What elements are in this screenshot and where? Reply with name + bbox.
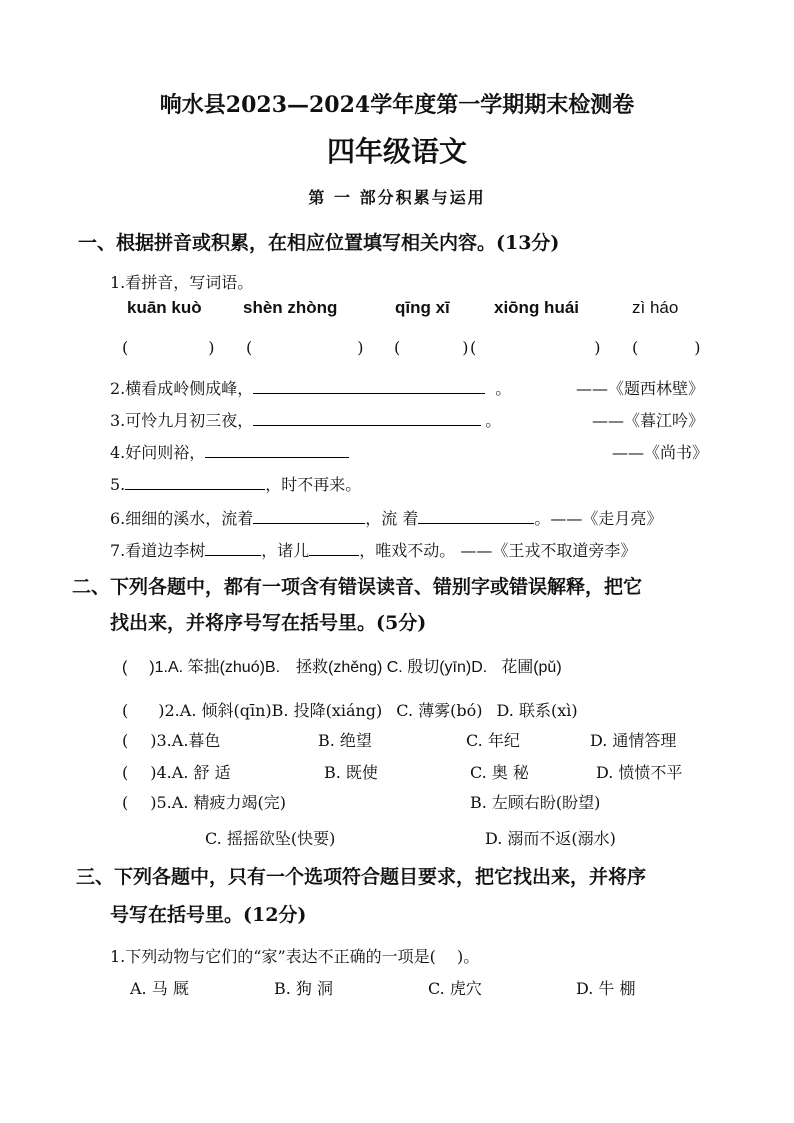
option-a: A. 精疲力竭(完) bbox=[171, 793, 286, 812]
s1-q7 bbox=[110, 538, 636, 561]
s3-q1-option-a: A. 马 厩 bbox=[130, 979, 189, 998]
exam-title: 响水县2023—2024学年度第一学期期末检测卷 bbox=[159, 92, 635, 118]
s1-q5-text: 5. bbox=[110, 475, 126, 494]
answer-paren[interactable]: ( bbox=[122, 659, 128, 676]
fill-blank[interactable] bbox=[253, 509, 365, 524]
s2-item-4-b: B. 既使 bbox=[324, 763, 378, 782]
s1-q2-end: 。 bbox=[495, 379, 512, 398]
pinyin-1: kuān kuò bbox=[127, 298, 202, 317]
option-a: A. 倾斜(qīn)B. 投降(xiáng) bbox=[179, 701, 383, 720]
item-number: )5. bbox=[150, 793, 172, 812]
pinyin-5: zì háo bbox=[632, 298, 679, 317]
s1-q6 bbox=[110, 506, 662, 529]
s2-item-4 bbox=[122, 760, 231, 783]
fill-blank[interactable] bbox=[253, 411, 481, 426]
s1-q2 bbox=[110, 376, 511, 399]
s1-q3-end: 。 bbox=[485, 411, 502, 430]
s2-item-5 bbox=[122, 790, 286, 813]
item-number: )2. bbox=[158, 701, 180, 720]
option-a: A.暮色 bbox=[171, 731, 221, 750]
s1-q4-source: ——《尚书》 bbox=[612, 443, 709, 462]
s1-q3-source: ——《暮江吟》 bbox=[592, 411, 705, 430]
answer-paren[interactable]: ( bbox=[122, 763, 129, 782]
answer-paren[interactable]: ( bbox=[122, 731, 129, 750]
s3-q1-option-c: C. 虎穴 bbox=[428, 979, 482, 998]
s2-item-5-c: C. 摇摇欲坠(快要) bbox=[205, 829, 336, 848]
answer-box-1[interactable]: ( ) bbox=[122, 338, 215, 357]
s2-item-3-d: D. 通情答理 bbox=[590, 731, 677, 750]
fill-blank[interactable] bbox=[253, 379, 485, 394]
fill-blank[interactable] bbox=[125, 475, 265, 490]
pinyin-4: xiōng huái bbox=[494, 298, 579, 317]
pinyin-2: shèn zhòng bbox=[243, 298, 338, 317]
item-number: )3. bbox=[150, 731, 172, 750]
s3-q1-option-d: D. 牛 棚 bbox=[576, 979, 636, 998]
s1-q7-mid: ，诸儿 bbox=[261, 541, 310, 560]
s1-q7-end: ，唯戏不动。 ——《王戎不取道旁李》 bbox=[359, 541, 637, 560]
pinyin-3: qīng xī bbox=[395, 298, 450, 317]
section-2-heading: 二、下列各题中，都有一项含有错误读音、错别字或错误解释，把它 bbox=[72, 576, 643, 598]
s2-item-1 bbox=[122, 654, 562, 677]
s1-q3 bbox=[110, 408, 501, 431]
s2-item-2 bbox=[122, 698, 578, 721]
s1-q6-end: 。——《走月亮》 bbox=[534, 509, 663, 528]
fill-blank[interactable] bbox=[205, 541, 261, 556]
part-heading: 第 一 部分积累与运用 bbox=[308, 188, 486, 207]
s1-q5 bbox=[110, 472, 361, 495]
s2-item-5-d: D. 溺而不返(溺水) bbox=[485, 829, 616, 848]
s3-q1-stem: 1.下列动物与它们的“家”表达不正确的一项是( )。 bbox=[110, 947, 480, 966]
section-3-heading-cont: 号写在括号里。(12分) bbox=[110, 904, 307, 926]
s2-item-3-b: B. 绝望 bbox=[318, 731, 372, 750]
s2-item-3 bbox=[122, 728, 220, 751]
answer-paren[interactable]: ( bbox=[122, 701, 129, 720]
s1-q6-text: 6.细细的溪水，流着 bbox=[110, 509, 254, 528]
fill-blank[interactable] bbox=[418, 509, 534, 524]
s2-item-4-c: C. 奥 秘 bbox=[470, 763, 529, 782]
answer-paren[interactable]: ( bbox=[122, 793, 129, 812]
fill-blank[interactable] bbox=[309, 541, 359, 556]
option-c: C. 薄雾(bó) bbox=[396, 701, 483, 720]
section-1-heading: 一、根据拼音或积累，在相应位置填写相关内容。(13分) bbox=[78, 232, 560, 254]
s1-q1-stem: 1.看拼音，写词语。 bbox=[110, 273, 254, 292]
s1-q5-end: ，时不再来。 bbox=[265, 475, 362, 494]
answer-box-3[interactable]: ( ) bbox=[394, 338, 469, 357]
option-a: A. 笨拙(zhuó)B. bbox=[168, 659, 281, 676]
s1-q3-text: 3.可怜九月初三夜， bbox=[110, 411, 254, 430]
option-a: A. 舒 适 bbox=[171, 763, 231, 782]
s1-q4 bbox=[110, 440, 349, 463]
option-b: 拯救(zhěng) C. 殷切(yīn)D. bbox=[296, 659, 488, 676]
s1-q2-source: ——《题西林壁》 bbox=[576, 379, 705, 398]
section-3-heading: 三、下列各题中，只有一个选项符合题目要求，把它找出来，并将序 bbox=[76, 866, 647, 888]
option-d: D. 联系(xì) bbox=[496, 701, 578, 720]
answer-box-5[interactable]: ( ) bbox=[632, 338, 701, 357]
s2-item-4-d: D. 愤愤不平 bbox=[596, 763, 683, 782]
exam-subtitle: 四年级语文 bbox=[326, 135, 467, 168]
s2-item-5-b: B. 左顾右盼(盼望) bbox=[470, 793, 601, 812]
option-c: 花圃(pǔ) bbox=[501, 659, 562, 676]
s1-q4-text: 4.好问则裕， bbox=[110, 443, 206, 462]
s1-q7-text: 7.看道边李树 bbox=[110, 541, 206, 560]
item-number: )1. bbox=[149, 659, 168, 676]
item-number: )4. bbox=[150, 763, 172, 782]
s3-q1-option-b: B. 狗 洞 bbox=[274, 979, 334, 998]
fill-blank[interactable] bbox=[205, 443, 349, 458]
section-2-heading-cont: 找出来，并将序号写在括号里。(5分) bbox=[110, 612, 427, 634]
s1-q2-text: 2.横看成岭侧成峰， bbox=[110, 379, 254, 398]
answer-box-4[interactable]: ( ) bbox=[470, 338, 601, 357]
s2-item-3-c: C. 年纪 bbox=[466, 731, 520, 750]
answer-box-2[interactable]: ( ) bbox=[246, 338, 364, 357]
s1-q6-mid: ，流 着 bbox=[365, 509, 419, 528]
